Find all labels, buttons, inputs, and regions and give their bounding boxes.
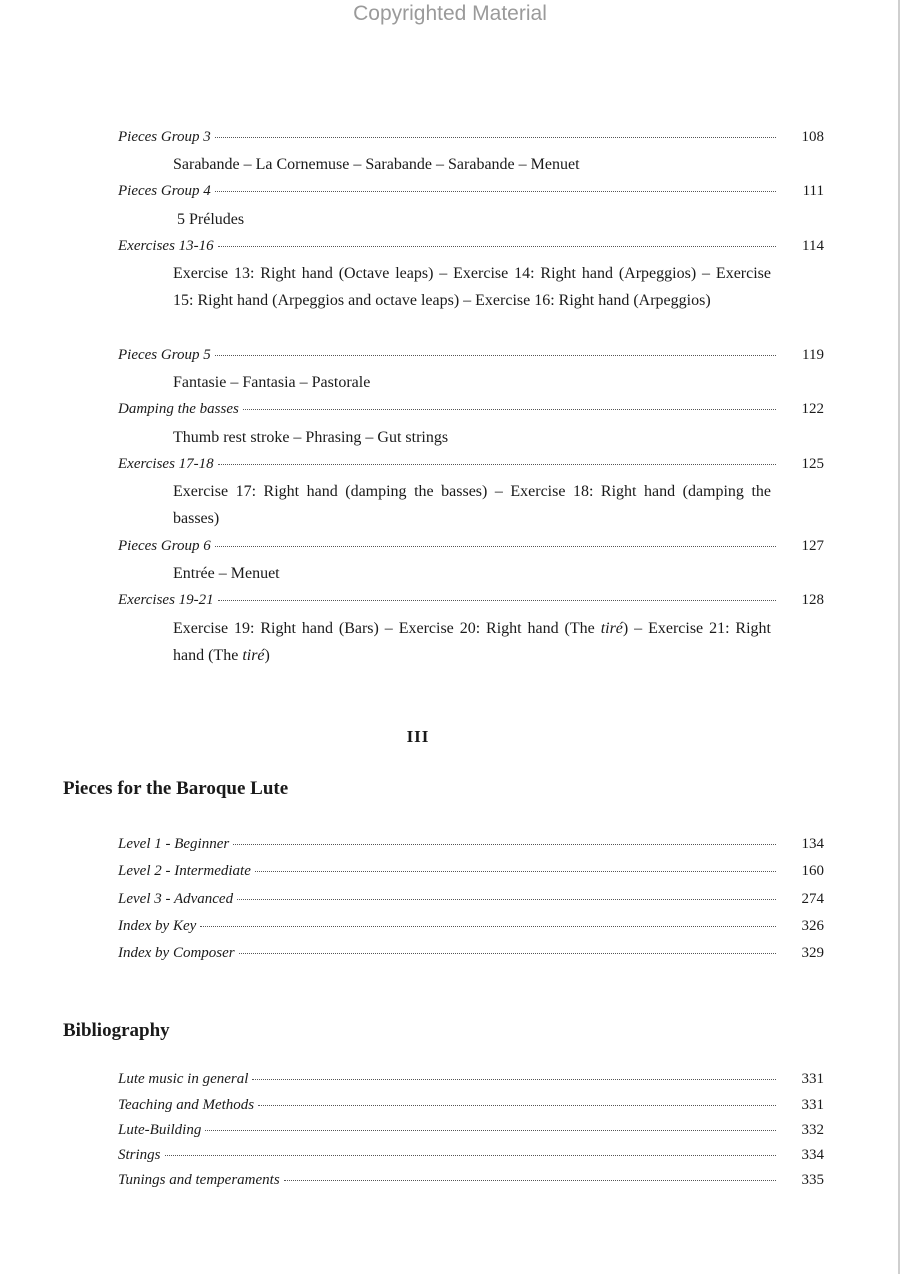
toc-entry[interactable] <box>118 918 824 935</box>
toc-entry[interactable] <box>118 1172 824 1189</box>
toc-entry-title: Index by Composer <box>118 945 235 961</box>
leader-dots <box>243 408 776 410</box>
toc-entry[interactable] <box>118 891 824 908</box>
subtitle-italic-term: tiré <box>600 620 623 637</box>
leader-dots <box>200 925 776 927</box>
section-heading: Bibliography <box>63 1020 170 1041</box>
leader-dots <box>215 136 776 138</box>
section-heading: Pieces for the Baroque Lute <box>63 778 289 799</box>
subtitle-text: Exercise 19: Right hand (Bars) – Exercise 20: Right hand (The <box>173 620 601 637</box>
toc-entry[interactable] <box>118 1097 824 1114</box>
toc-entry-page: 331 <box>801 1071 824 1087</box>
leader-dots <box>215 354 776 356</box>
toc-entry-page: 326 <box>801 918 824 934</box>
copyright-watermark: Copyrighted Material <box>353 2 547 25</box>
toc-entry-title: Pieces Group 5 <box>118 347 211 363</box>
toc-entry-title: Level 2 - Intermediate <box>118 863 251 879</box>
leader-dots <box>218 599 776 601</box>
toc-entry-subtitle: Exercise 13: Right hand (Octave leaps) – Exercise 14: Right hand (Arpeggios) – Exercise 15: Right hand (Arpeggios and octave leaps) – Exercise 16: Right hand (Arpeggios) <box>173 265 771 309</box>
leader-dots <box>205 1129 776 1131</box>
toc-entry-page: 134 <box>801 836 824 852</box>
toc-entry-title: Pieces Group 4 <box>118 183 211 199</box>
toc-entry[interactable] <box>118 129 824 146</box>
toc-entry-title: Pieces Group 6 <box>118 538 211 554</box>
toc-entry-title: Damping the basses <box>118 401 239 417</box>
leader-dots <box>165 1154 776 1156</box>
subtitle-italic-term: tiré <box>242 647 265 664</box>
leader-dots <box>258 1104 776 1106</box>
toc-entry-title: Lute-Building <box>118 1122 202 1138</box>
toc-entry-title: Exercises 17-18 <box>118 456 214 472</box>
toc-entry[interactable] <box>118 183 824 200</box>
toc-entry-page: 160 <box>801 863 824 879</box>
toc-entry[interactable] <box>118 401 824 418</box>
toc-entry-page: 119 <box>802 347 824 363</box>
toc-entry[interactable] <box>118 836 824 853</box>
leader-dots <box>215 545 776 547</box>
toc-entry-page: 334 <box>801 1147 824 1163</box>
toc-entry-subtitle: Thumb rest stroke – Phrasing – Gut strings <box>173 429 449 446</box>
toc-entry[interactable] <box>118 538 824 555</box>
leader-dots <box>255 870 776 872</box>
toc-entry-subtitle: Entrée – Menuet <box>173 565 280 582</box>
toc-entry[interactable] <box>118 347 824 364</box>
toc-entry-subtitle: Fantasie – Fantasia – Pastorale <box>173 374 371 391</box>
toc-entry[interactable] <box>118 1122 824 1139</box>
toc-entry-subtitle: Exercise 17: Right hand (damping the basses) – Exercise 18: Right hand (damping the basses) <box>173 483 771 527</box>
leader-dots <box>239 952 776 954</box>
toc-entry-page: 329 <box>801 945 824 961</box>
toc-entry-title: Index by Key <box>118 918 197 934</box>
subtitle-text: ) – Exercise 21: Right hand (The <box>173 620 771 664</box>
toc-entry-title: Lute music in general <box>118 1071 249 1087</box>
toc-entry-title: Teaching and Methods <box>118 1097 255 1113</box>
toc-entry[interactable] <box>118 592 824 609</box>
toc-entry-title: Level 1 - Beginner <box>118 836 230 852</box>
toc-entry-page: 111 <box>802 183 824 199</box>
toc-entry-subtitle: Sarabande – La Cornemuse – Sarabande – Sarabande – Menuet <box>173 156 580 173</box>
toc-entry-page: 274 <box>801 891 824 907</box>
toc-entry[interactable] <box>118 1147 824 1164</box>
toc-entry-subtitle: 5 Préludes <box>177 211 245 228</box>
toc-entry-title: Level 3 - Advanced <box>118 891 234 907</box>
leader-dots <box>237 898 776 900</box>
toc-entry-title: Pieces Group 3 <box>118 129 211 145</box>
part-number: III <box>406 727 430 746</box>
toc-entry-page: 127 <box>801 538 824 554</box>
toc-entry[interactable] <box>118 945 824 962</box>
subtitle-text: ) <box>264 647 270 664</box>
leader-dots <box>215 190 776 192</box>
leader-dots <box>233 843 776 845</box>
toc-entry-page: 128 <box>801 592 824 608</box>
toc-entry-title: Exercises 13-16 <box>118 238 214 254</box>
toc-entry-title: Strings <box>118 1147 161 1163</box>
leader-dots <box>218 245 776 247</box>
toc-entry[interactable] <box>118 863 824 880</box>
toc-entry[interactable] <box>118 238 824 255</box>
toc-entry-page: 331 <box>801 1097 824 1113</box>
toc-entry-subtitle <box>173 615 771 669</box>
leader-dots <box>252 1078 776 1080</box>
toc-entry-title: Exercises 19-21 <box>118 592 214 608</box>
toc-entry-page: 335 <box>801 1172 824 1188</box>
toc-entry-page: 114 <box>802 238 824 254</box>
toc-entry[interactable] <box>118 456 824 473</box>
toc-entry-page: 122 <box>801 401 824 417</box>
toc-entry-page: 332 <box>801 1122 824 1138</box>
toc-entry[interactable] <box>118 1071 824 1088</box>
toc-entry-title: Tunings and temperaments <box>118 1172 280 1188</box>
toc-entry-page: 108 <box>801 129 824 145</box>
toc-entry-page: 125 <box>801 456 824 472</box>
leader-dots <box>284 1179 776 1181</box>
leader-dots <box>218 463 776 465</box>
